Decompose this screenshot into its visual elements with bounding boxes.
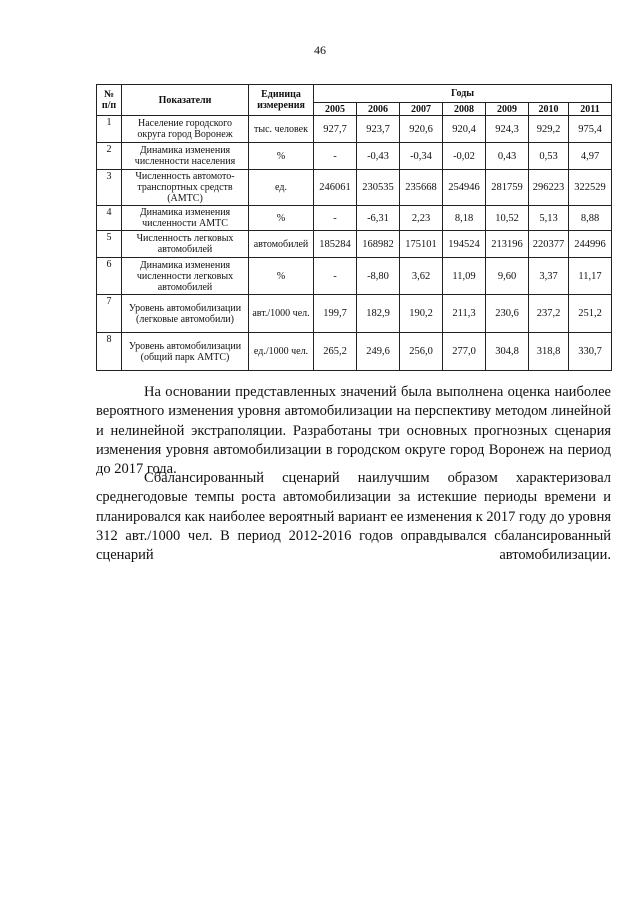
header-year: 2006 (357, 103, 400, 116)
table-row (97, 206, 612, 231)
row-unit: автомобилей (249, 231, 314, 258)
header-year: 2005 (314, 103, 357, 116)
row-indicator: Динамика изменения численности АМТС (122, 206, 249, 231)
row-value: 304,8 (486, 333, 529, 371)
row-value: 246061 (314, 170, 357, 206)
row-value: 9,60 (486, 258, 529, 295)
table-row (97, 116, 612, 143)
row-indicator: Численность легковых автомобилей (122, 231, 249, 258)
row-unit: ед./1000 чел. (249, 333, 314, 371)
row-number: 7 (97, 295, 122, 333)
row-number: 4 (97, 206, 122, 231)
row-value: 923,7 (357, 116, 400, 143)
body-paragraph-1: На основании представленных значений была выполнена оценка наиболее вероятного изменения уровня автомобилизации на перспективу методом линейной и нелинейной экстраполяции. Разработаны три основных прогнозных сценария изменения уровня автомобилизации в городском округе город Воронеж на период до 2017 года. (96, 384, 611, 478)
row-unit: % (249, 258, 314, 295)
row-value: 213196 (486, 231, 529, 258)
row-value: 281759 (486, 170, 529, 206)
row-value: 4,97 (569, 143, 612, 170)
row-value: 8,88 (569, 206, 612, 231)
table-body (97, 116, 612, 371)
row-value: 296223 (529, 170, 569, 206)
row-value: 256,0 (400, 333, 443, 371)
body-paragraph-2: Сбалансированный сценарий наилучшим образом характеризовал среднегодовые темпы роста автомобилизации за истекшие периоды времени и планировался как наиболее вероятный вариант ее изменения к 2017 году до уровня 312 авт./1000 чел. В период 2012-2016 годов оправдывался сбалансированный сценарий автомобилизации. (96, 470, 611, 564)
row-value: -6,31 (357, 206, 400, 231)
header-year: 2010 (529, 103, 569, 116)
row-value: 929,2 (529, 116, 569, 143)
row-value: -0,43 (357, 143, 400, 170)
header-unit: Единица измерения (249, 85, 314, 116)
row-value: 3,62 (400, 258, 443, 295)
header-indicator: Показатели (122, 85, 249, 116)
row-number: 1 (97, 116, 122, 143)
motorization-table (96, 84, 612, 371)
row-value: 0,43 (486, 143, 529, 170)
row-value: 168982 (357, 231, 400, 258)
header-year: 2008 (443, 103, 486, 116)
table-row (97, 295, 612, 333)
row-value: 244996 (569, 231, 612, 258)
row-unit: % (249, 143, 314, 170)
row-value: 230,6 (486, 295, 529, 333)
row-number: 5 (97, 231, 122, 258)
row-unit: авт./1000 чел. (249, 295, 314, 333)
row-indicator: Динамика изменения численности легковых автомобилей (122, 258, 249, 295)
table-row (97, 231, 612, 258)
row-value: 2,23 (400, 206, 443, 231)
row-value: 5,13 (529, 206, 569, 231)
row-indicator: Уровень автомобилизации (легковые автомобили) (122, 295, 249, 333)
row-value: 249,6 (357, 333, 400, 371)
row-indicator: Уровень автомобилизации (общий парк АМТС) (122, 333, 249, 371)
row-value: 10,52 (486, 206, 529, 231)
row-value: 330,7 (569, 333, 612, 371)
row-value: 265,2 (314, 333, 357, 371)
row-value: 185284 (314, 231, 357, 258)
row-value: - (314, 143, 357, 170)
row-value: 194524 (443, 231, 486, 258)
table-row (97, 170, 612, 206)
row-number: 3 (97, 170, 122, 206)
row-indicator: Динамика изменения численности населения (122, 143, 249, 170)
row-value: 322529 (569, 170, 612, 206)
row-value: 190,2 (400, 295, 443, 333)
row-value: 182,9 (357, 295, 400, 333)
row-value: 0,53 (529, 143, 569, 170)
row-value: 920,6 (400, 116, 443, 143)
row-value: 927,7 (314, 116, 357, 143)
row-value: -0,34 (400, 143, 443, 170)
page-number: 46 (314, 43, 326, 57)
row-value: 277,0 (443, 333, 486, 371)
row-value: 8,18 (443, 206, 486, 231)
row-value: - (314, 258, 357, 295)
row-value: 220377 (529, 231, 569, 258)
row-number: 2 (97, 143, 122, 170)
table-header (97, 85, 612, 116)
row-value: 11,09 (443, 258, 486, 295)
row-unit: % (249, 206, 314, 231)
row-value: 211,3 (443, 295, 486, 333)
header-year: 2011 (569, 103, 612, 116)
row-indicator: Население городского округа город Воронеж (122, 116, 249, 143)
row-value: 237,2 (529, 295, 569, 333)
row-number: 6 (97, 258, 122, 295)
row-value: 235668 (400, 170, 443, 206)
row-value: 3,37 (529, 258, 569, 295)
row-value: 251,2 (569, 295, 612, 333)
table-row (97, 258, 612, 295)
row-value: 254946 (443, 170, 486, 206)
row-value: -0,02 (443, 143, 486, 170)
header-years-group: Годы (314, 85, 612, 103)
header-year: 2007 (400, 103, 443, 116)
row-value: 175101 (400, 231, 443, 258)
table-row (97, 333, 612, 371)
table-row (97, 143, 612, 170)
row-number: 8 (97, 333, 122, 371)
row-unit: тыс. человек (249, 116, 314, 143)
row-value: 975,4 (569, 116, 612, 143)
header-year: 2009 (486, 103, 529, 116)
row-value: 920,4 (443, 116, 486, 143)
row-value: 11,17 (569, 258, 612, 295)
row-unit: ед. (249, 170, 314, 206)
row-value: 318,8 (529, 333, 569, 371)
row-value: - (314, 206, 357, 231)
row-value: -8,80 (357, 258, 400, 295)
row-value: 199,7 (314, 295, 357, 333)
row-value: 924,3 (486, 116, 529, 143)
row-value: 230535 (357, 170, 400, 206)
row-indicator: Численность автомото-транспортных средств (АМТС) (122, 170, 249, 206)
header-num: № п/п (97, 85, 122, 116)
